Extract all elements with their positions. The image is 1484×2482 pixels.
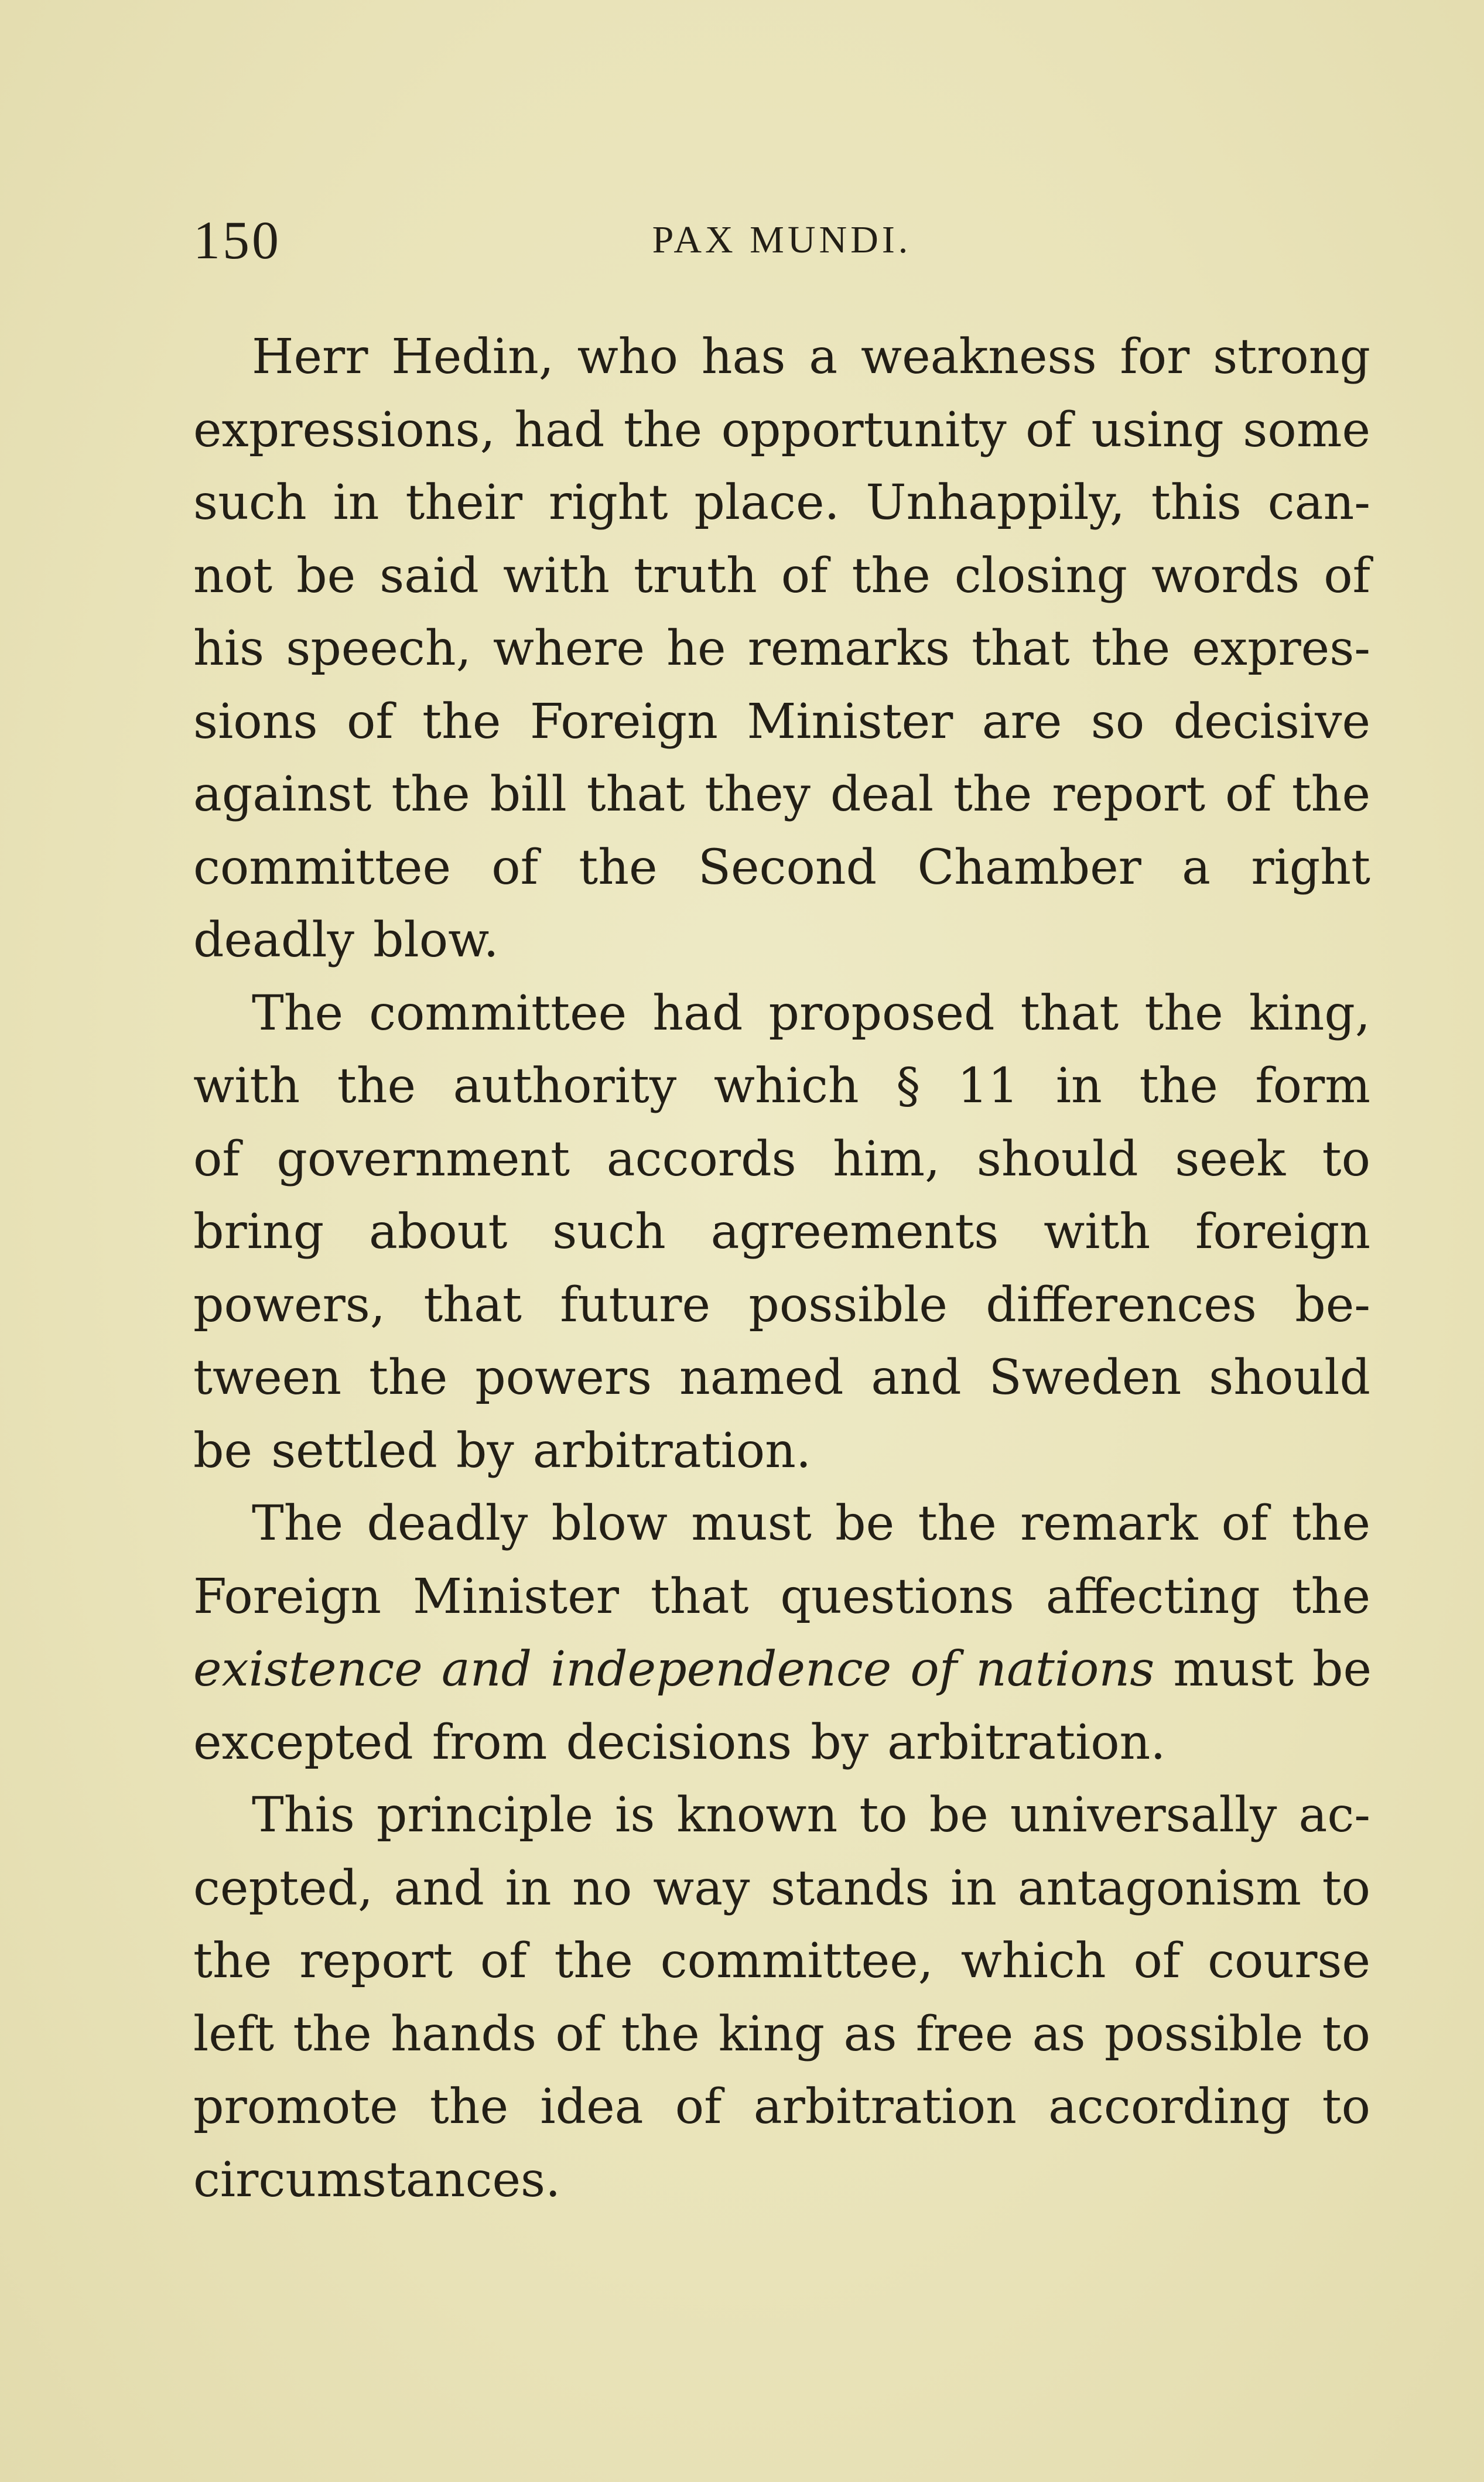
text-line: Herr Hedin, who has a weakness for strong — [252, 329, 1370, 385]
text-line: such in their right place. Unhappily, this can- — [193, 475, 1370, 531]
text-line: left the hands of the king as free as possible to — [193, 2006, 1370, 2062]
text-line: The deadly blow must be the remark of the — [252, 1496, 1370, 1551]
text-line: expressions, had the opportunity of using some — [193, 402, 1370, 458]
paragraph — [193, 321, 1370, 977]
text-line: The committee had proposed that the king, — [252, 985, 1370, 1041]
running-head: PAX MUNDI. — [652, 218, 912, 261]
text-line: against the bill that they deal the report of the — [193, 767, 1370, 822]
paragraph — [193, 977, 1370, 1488]
page-header — [193, 205, 1370, 275]
text-line: with the authority which § 11 in the form — [193, 1058, 1370, 1114]
text-line-italic — [193, 1633, 1370, 1707]
text-line: committee of the Second Chamber a right — [193, 839, 1370, 895]
text-line: cepted, and in no way stands in antagonism to — [193, 1860, 1370, 1916]
text-line: his speech, where he remarks that the expres- — [193, 621, 1370, 676]
italic-line-rest: must be — [1154, 1642, 1372, 1697]
text-line: sions of the Foreign Minister are so decisive — [193, 693, 1370, 750]
text-line: deadly blow. — [193, 912, 499, 968]
italic-phrase: existence and independence of nations — [193, 1642, 1155, 1697]
text-line: the report of the committee, which of course — [193, 1933, 1370, 1989]
text-line: of government accords him, should seek to — [193, 1131, 1370, 1187]
text-line: tween the powers named and Sweden should — [193, 1350, 1370, 1406]
text-line: This principle is known to be universally ac- — [252, 1787, 1370, 1843]
text-line: excepted from decisions by arbitration. — [193, 1714, 1166, 1770]
paragraph — [193, 1779, 1370, 2217]
body-text — [193, 321, 1370, 2217]
paragraph — [193, 1488, 1370, 1779]
text-line: powers, that future possible differences be- — [193, 1277, 1370, 1333]
text-line: circumstances. — [193, 2152, 561, 2208]
text-line: promote the idea of arbitration according to — [193, 2079, 1370, 2135]
text-line: be settled by arbitration. — [193, 1423, 812, 1479]
text-line: not be said with truth of the closing words of — [193, 548, 1370, 604]
text-line: Foreign Minister that questions affecting the — [193, 1568, 1370, 1625]
text-line: bring about such agreements with foreign — [193, 1204, 1370, 1260]
page-number: 150 — [193, 210, 281, 270]
